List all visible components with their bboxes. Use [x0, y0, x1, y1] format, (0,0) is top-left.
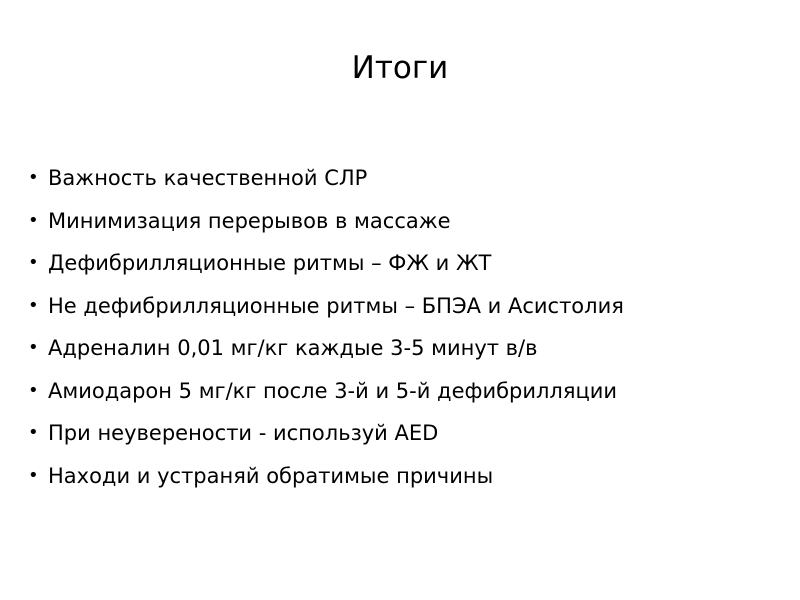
bullet-dot-icon: •	[28, 167, 39, 188]
bullet-dot-icon: •	[28, 379, 39, 401]
bullet-item	[28, 285, 624, 328]
bullet-text: При неуверености - используй AED	[48, 421, 439, 445]
bullet-dot-icon: •	[28, 464, 39, 486]
bullet-dot-icon: •	[28, 294, 39, 316]
bullet-text: Дефибрилляционные ритмы – ФЖ и ЖТ	[48, 251, 492, 275]
bullet-dot-icon: •	[28, 422, 39, 443]
bullet-text: Минимизация перерывов в массаже	[48, 208, 451, 233]
bullet-item	[28, 327, 624, 370]
bullet-text: Амиодарон 5 мг/кг после 3-й и 5-й дефибрилляции	[48, 378, 618, 403]
bullet-item	[28, 455, 624, 498]
bullet-text: Находи и устраняй обратимые причины	[48, 463, 494, 488]
bullet-item	[28, 157, 624, 200]
bullet-list	[28, 157, 624, 497]
bullet-item	[28, 370, 624, 413]
bullet-item	[28, 242, 624, 285]
bullet-dot-icon: •	[28, 209, 39, 231]
bullet-dot-icon: •	[28, 252, 39, 273]
slide-title: Итоги	[351, 50, 449, 86]
bullet-text: Не дефибрилляционные ритмы – БПЭА и Асистолия	[48, 293, 624, 318]
bullet-dot-icon: •	[28, 337, 39, 358]
bullet-item	[28, 200, 624, 243]
bullet-item	[28, 412, 624, 455]
bullet-text: Адреналин 0,01 мг/кг каждые 3-5 минут в/в	[48, 336, 538, 360]
bullet-text: Важность качественной СЛР	[48, 166, 368, 190]
